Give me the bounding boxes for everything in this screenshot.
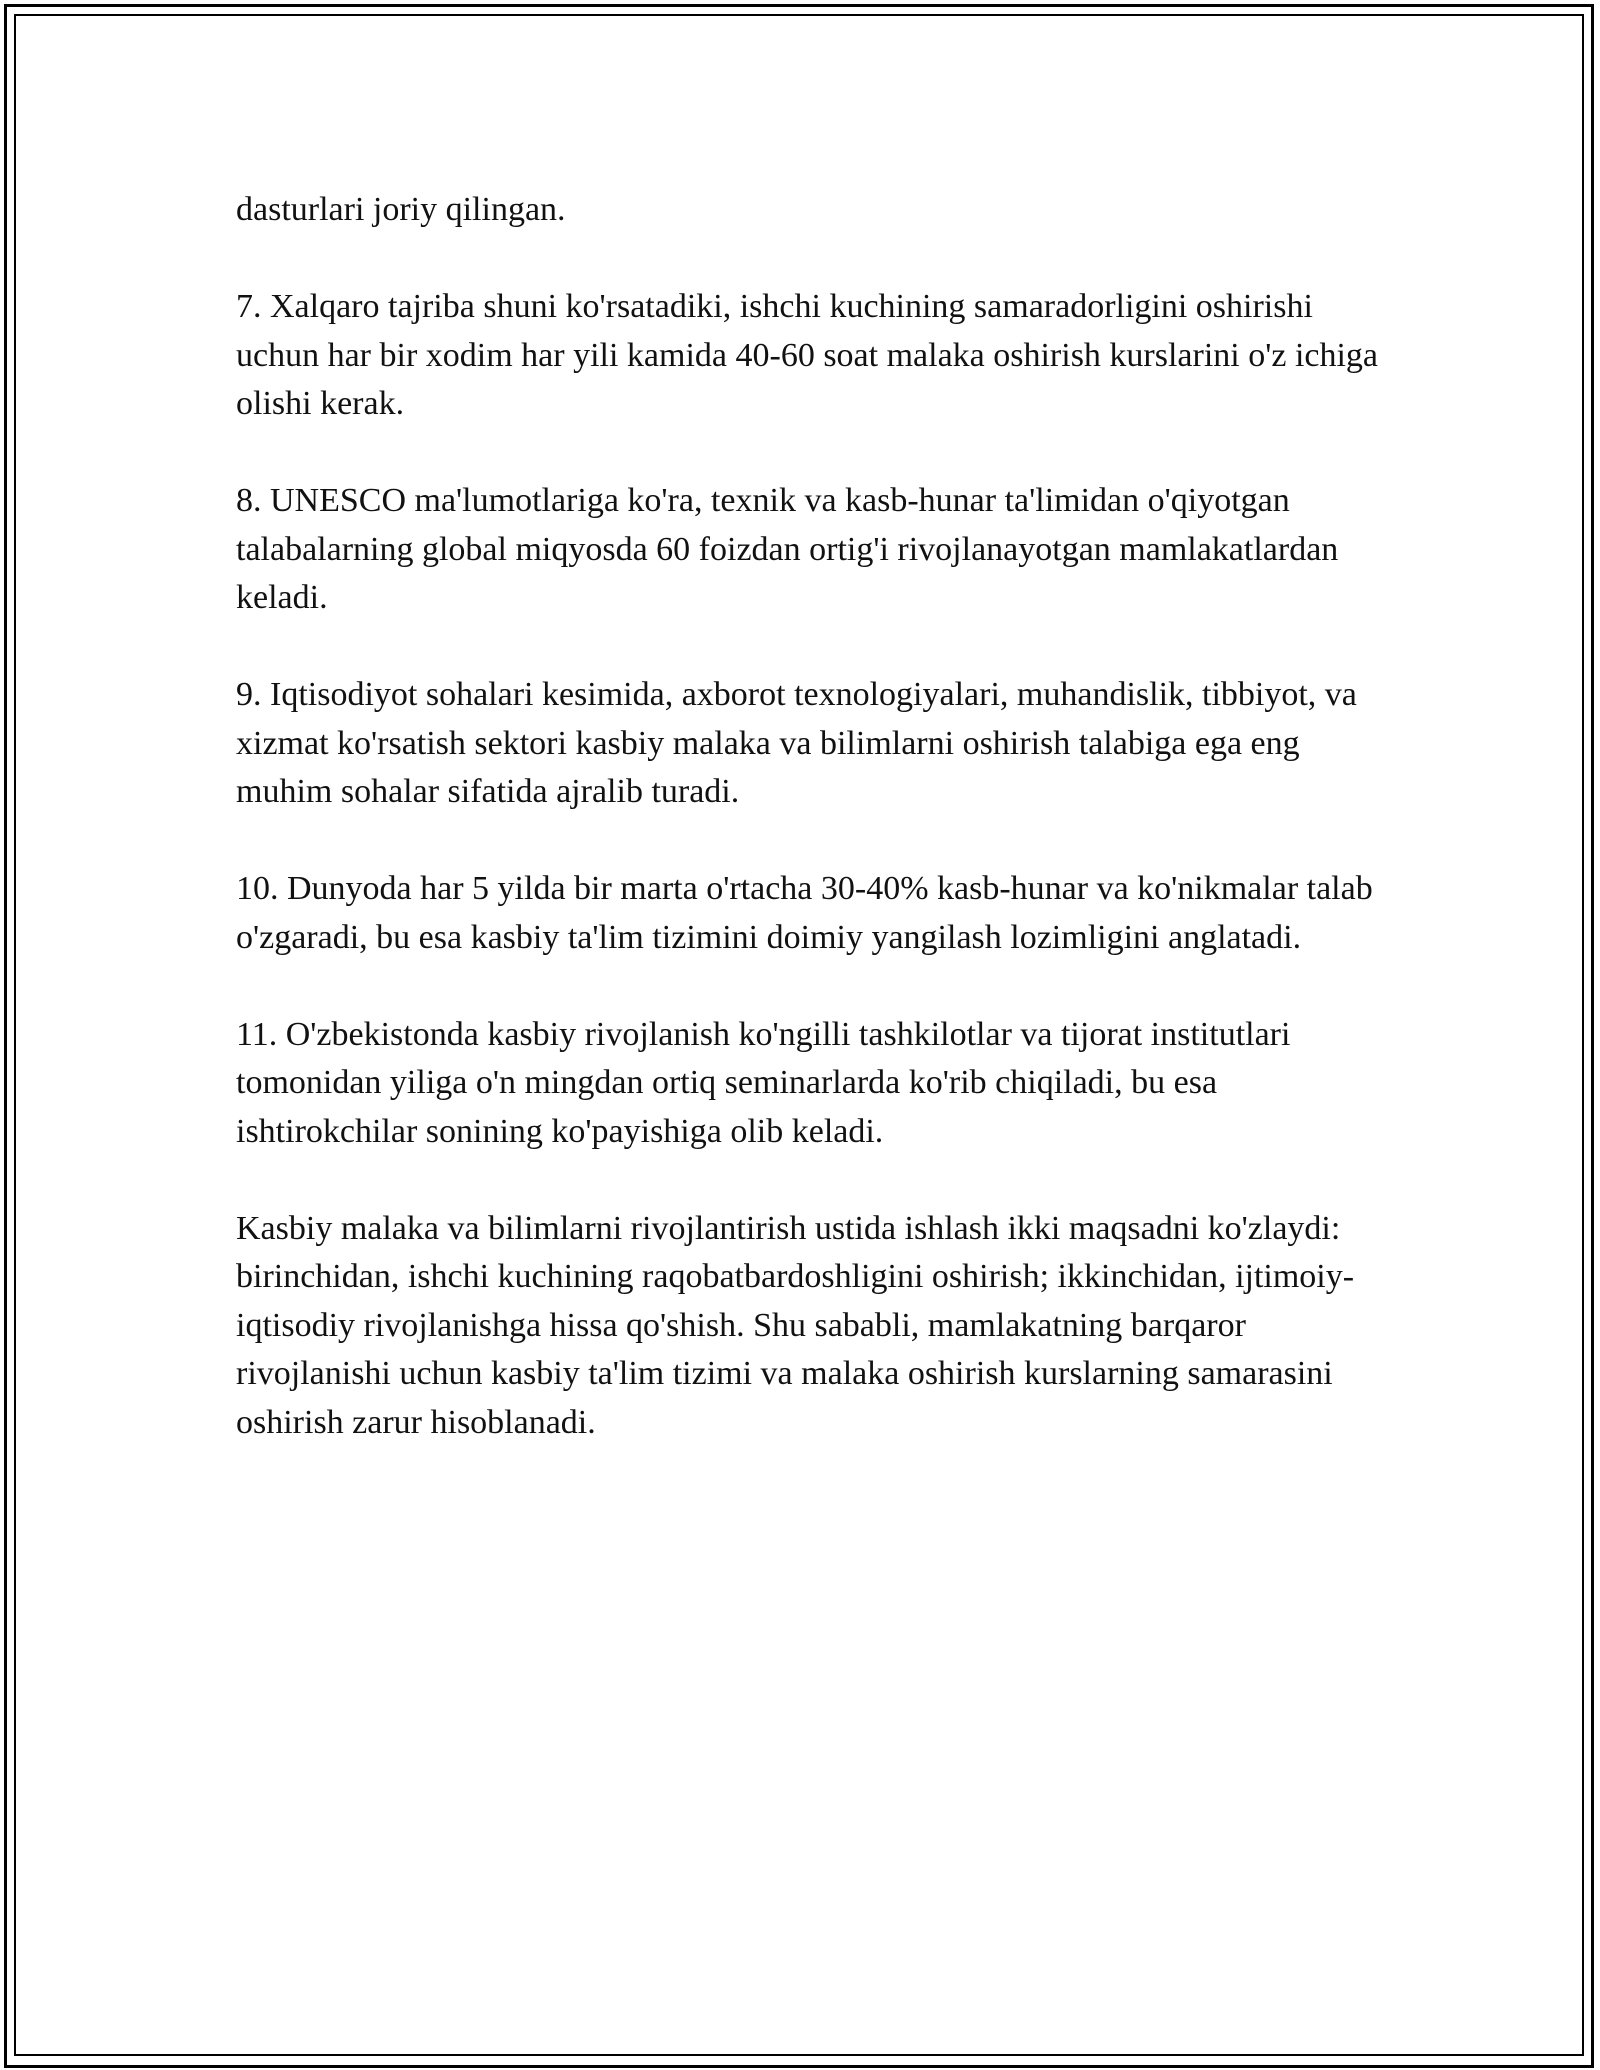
- paragraph-continuation: dasturlari joriy qilingan.: [236, 191, 566, 228]
- paragraph-item-9: 9. Iqtisodiyot sohalari kesimida, axborot texnologiyalari, muhandislik, tibbiyot, va xizmat ko'rsatish sektori kasbiy malaka va bilimlarni oshirish talabiga ega eng muhim sohalar sifatida ajralib turadi.: [236, 676, 1357, 810]
- document-body: [236, 186, 1386, 1447]
- paragraph-item-11: 11. O'zbekistonda kasbiy rivojlanish ko'ngilli tashkilotlar va tijorat institutlari tomonidan yiliga o'n mingdan ortiq seminarlarda ko'rib chiqiladi, bu esa ishtirokchilar sonining ko'payishiga olib keladi.: [236, 1015, 1291, 1150]
- paragraph-conclusion: Kasbiy malaka va bilimlarni rivojlantirish ustida ishlash ikki maqsadni ko'zlaydi: birinchidan, ishchi kuchining raqobatbardoshligini oshirish; ikkinchidan, ijtimoiy-iqtisodiy rivojlanishga hissa qo'shish. Shu sababli, mamlakatning barqaror rivojlanishi uchun kasbiy ta'lim tizimi va malaka oshirish kurslarning samarasini oshirish zarur hisoblanadi.: [236, 1209, 1355, 1441]
- paragraph-item-10: 10. Dunyoda har 5 yilda bir marta o'rtacha 30-40% kasb-hunar va ko'nikmalar talab o'zgaradi, bu esa kasbiy ta'lim tizimini doimiy yangilash lozimligini anglatadi.: [236, 870, 1373, 956]
- paragraph-item-7: 7. Xalqaro tajriba shuni ko'rsatadiki, ishchi kuchining samaradorligini oshirishi uchun har bir xodim har yili kamida 40-60 soat malaka oshirish kurslarini o'z ichiga olishi kerak.: [236, 288, 1379, 422]
- paragraph-item-8: 8. UNESCO ma'lumotlariga ko'ra, texnik va kasb-hunar ta'limidan o'qiyotgan talabalarning global miqyosda 60 foizdan ortig'i rivojlanayotgan mamlakatlardan keladi.: [236, 482, 1339, 616]
